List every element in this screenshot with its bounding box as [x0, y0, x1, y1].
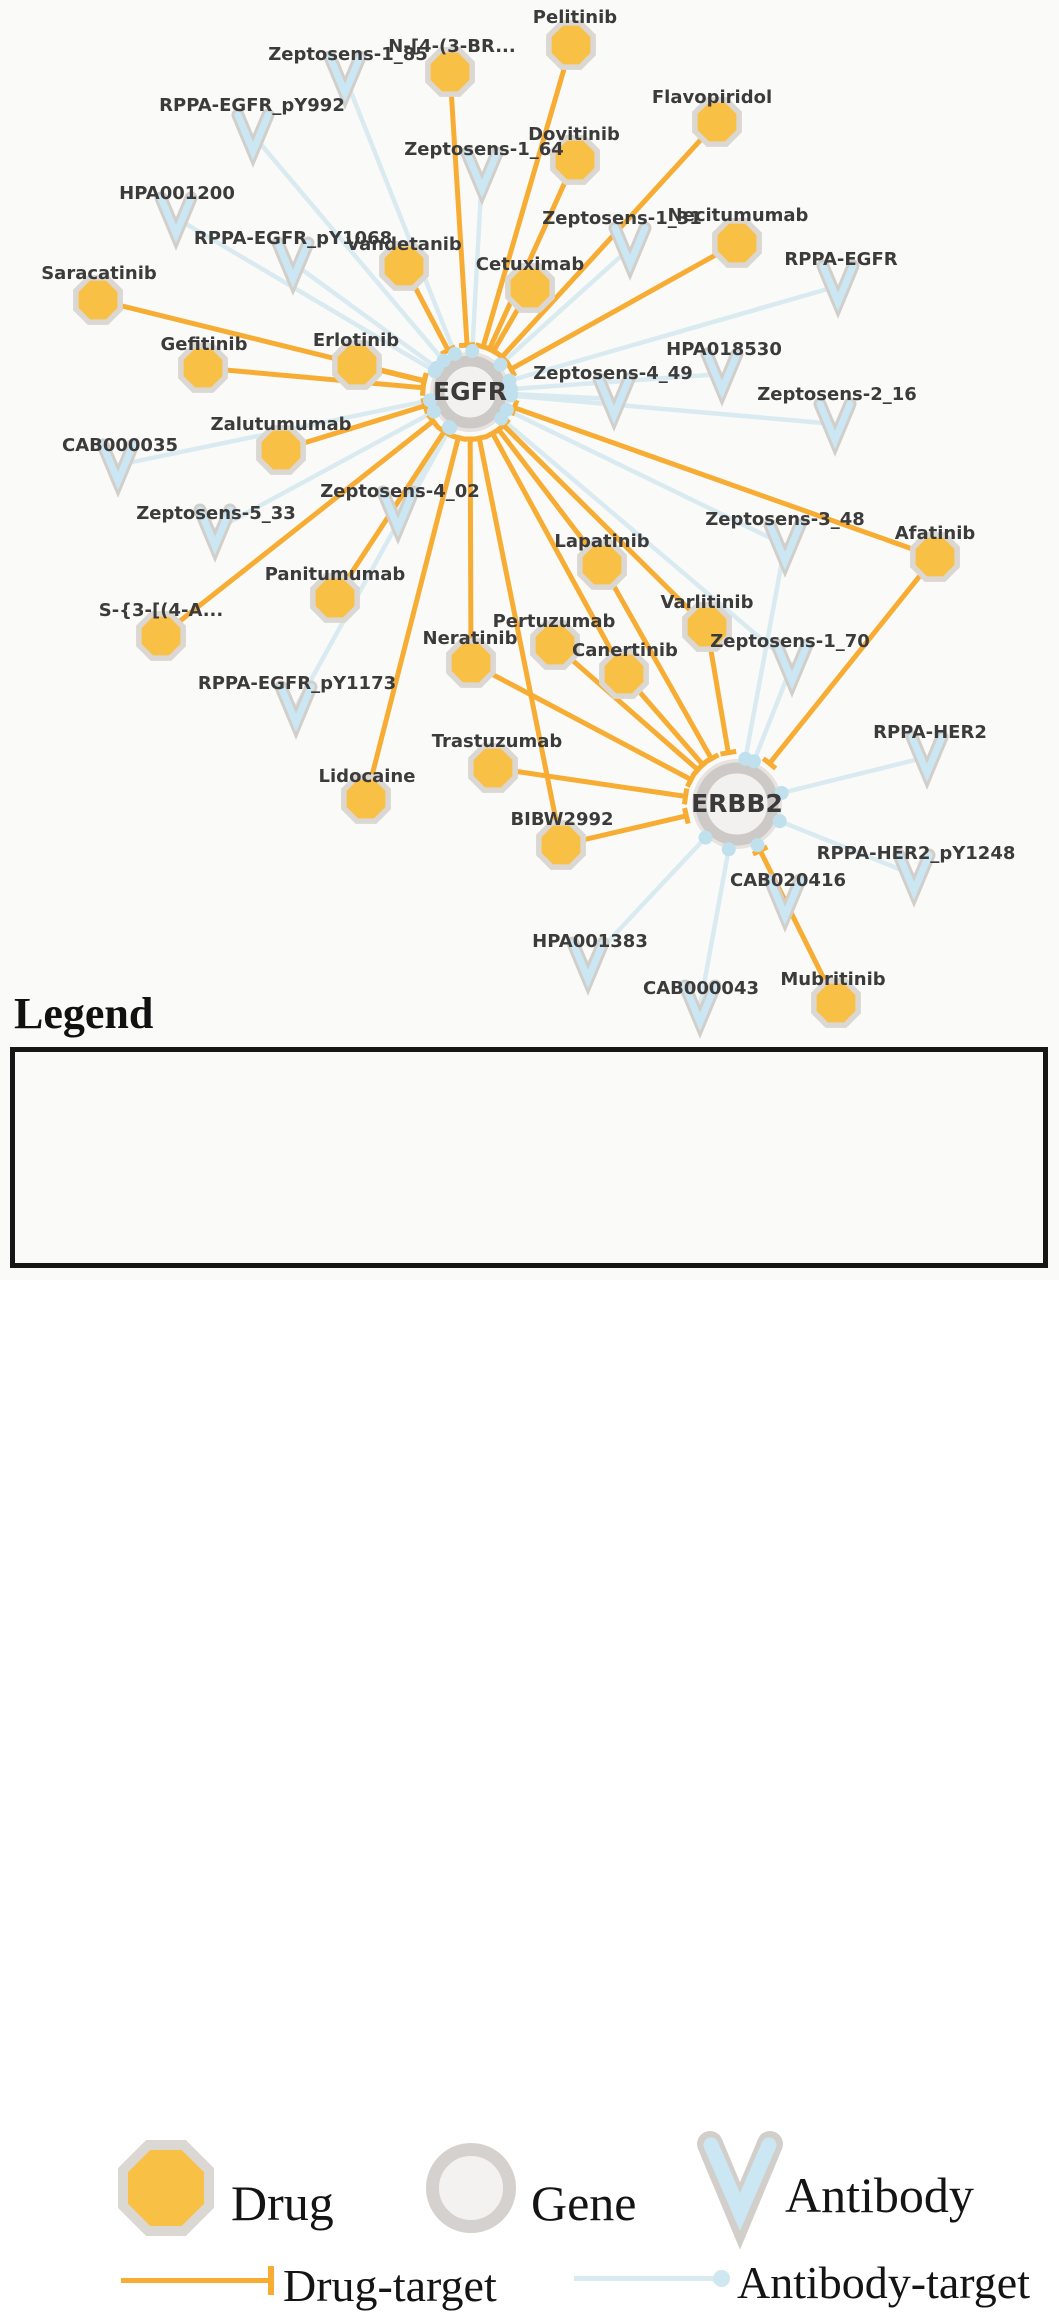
drug-target-tee-canertinib [486, 429, 500, 437]
drug-node-zalutumumab[interactable] [262, 431, 301, 470]
node-label-cab000035[interactable]: CAB000035 [62, 435, 178, 456]
node-label-afatinib[interactable]: Afatinib [895, 523, 976, 544]
legend-title: Legend [14, 988, 153, 1039]
node-label-rppa-egfr-py1173[interactable]: RPPA-EGFR_pY1173 [198, 673, 396, 694]
legend-antibody-target-dot [713, 2270, 730, 2287]
drug-node-saracatinib[interactable] [79, 281, 118, 320]
legend-drug-label: Drug [231, 2174, 334, 2232]
node-label-zeptosens-3-48[interactable]: Zeptosens-3_48 [705, 509, 865, 530]
node-label-gefitinib[interactable]: Gefitinib [161, 334, 248, 355]
gene-label-erbb2[interactable]: ERBB2 [691, 789, 783, 818]
node-label-zeptosens-4-02[interactable]: Zeptosens-4_02 [320, 481, 480, 502]
node-label-vandetanib[interactable]: Vandetanib [346, 234, 462, 255]
legend-gene-icon [426, 2143, 516, 2233]
drug-node-erlotinib[interactable] [338, 346, 377, 385]
drug-node-bibw2992[interactable] [542, 826, 581, 865]
drug-target-tee-bibw2992 [685, 808, 689, 824]
node-label-mubritinib[interactable]: Mubritinib [780, 969, 885, 990]
node-label-zeptosens-1-31[interactable]: Zeptosens-1_31 [542, 208, 702, 229]
node-label-rppa-egfr-py1068[interactable]: RPPA-EGFR_pY1068 [194, 228, 392, 249]
antibody-target-dot-rppa-egfr-py1068 [430, 361, 444, 375]
drug-node-flavopiridol[interactable] [698, 103, 737, 142]
node-label-rppa-her2-py1248[interactable]: RPPA-HER2_pY1248 [817, 843, 1016, 864]
drug-node-s-3-4-a[interactable] [142, 617, 181, 656]
antibody-target-dot-zeptosens-5-33 [427, 405, 441, 419]
antibody-target-dot-zeptosens-1-64 [465, 344, 479, 358]
node-label-n-4-3-br[interactable]: N-[4-(3-BR... [388, 36, 515, 57]
drug-target-tee-trastuzumab [684, 788, 686, 804]
node-label-hpa018530[interactable]: HPA018530 [666, 339, 782, 360]
node-label-dovitinib[interactable]: Dovitinib [528, 124, 620, 145]
antibody-target-dot-cab000043 [722, 842, 736, 856]
node-label-cetuximab[interactable]: Cetuximab [476, 254, 585, 275]
legend-box [10, 1047, 1048, 1268]
node-label-bibw2992[interactable]: BIBW2992 [510, 809, 613, 830]
drug-target-tee-varlitinib [720, 751, 736, 754]
legend-antibody-target-line [574, 2276, 717, 2281]
node-label-zeptosens-1-85[interactable]: Zeptosens-1_85 [268, 44, 428, 65]
drug-target-tee-bibw2992 [471, 437, 487, 440]
node-label-zeptosens-1-64[interactable]: Zeptosens-1_64 [404, 139, 564, 160]
node-label-lidocaine[interactable]: Lidocaine [319, 766, 416, 787]
antibody-target-dot-zeptosens-1-70 [494, 412, 508, 426]
node-label-zalutumumab[interactable]: Zalutumumab [211, 414, 352, 435]
legend-antibody-target-label: Antibody-target [737, 2256, 1030, 2309]
drug-target-edge-trastuzumab-erbb2 [493, 768, 686, 796]
antibody-target-dot-hpa001383 [699, 831, 713, 845]
node-label-neratinib[interactable]: Neratinib [423, 628, 518, 649]
antibody-target-dot-zeptosens-1-31 [493, 358, 507, 372]
legend-antibody-icon [698, 2130, 782, 2238]
node-label-s-3-4-a[interactable]: S-{3-[(4-A... [99, 600, 223, 621]
node-label-pertuzumab[interactable]: Pertuzumab [493, 611, 616, 632]
node-label-flavopiridol[interactable]: Flavopiridol [652, 87, 772, 108]
legend-drug-target-tee [268, 2266, 274, 2295]
node-label-pelitinib[interactable]: Pelitinib [533, 7, 617, 28]
node-label-lapatinib[interactable]: Lapatinib [554, 531, 649, 552]
node-label-panitumumab[interactable]: Panitumumab [265, 564, 406, 585]
legend-drug-icon [128, 2150, 204, 2226]
drug-node-n-4-3-br[interactable] [431, 53, 470, 92]
node-label-zeptosens-1-70[interactable]: Zeptosens-1_70 [710, 631, 870, 652]
node-label-canertinib[interactable]: Canertinib [572, 640, 678, 661]
antibody-target-edge-rppa-her2-erbb2 [783, 757, 927, 793]
drug-node-pelitinib[interactable] [552, 26, 591, 65]
node-label-necitumumab[interactable]: Necitumumab [668, 205, 809, 226]
node-label-rppa-her2[interactable]: RPPA-HER2 [873, 722, 987, 743]
drug-target-edge-n-4-3-br-egfr [450, 72, 467, 345]
legend-drug-target-label: Drug-target [283, 2259, 497, 2312]
antibody-target-dot-rppa-egfr-py1173 [443, 421, 457, 435]
drug-node-trastuzumab[interactable] [474, 749, 513, 788]
node-label-hpa001200[interactable]: HPA001200 [119, 183, 235, 204]
legend-drug-target-line [121, 2278, 270, 2283]
node-label-erlotinib[interactable]: Erlotinib [313, 330, 399, 351]
node-label-rppa-egfr-py992[interactable]: RPPA-EGFR_pY992 [159, 95, 345, 116]
drug-target-tee-cetuximab [487, 347, 501, 355]
antibody-target-dot-cab020416 [751, 838, 765, 852]
legend-antibody-label: Antibody [785, 2166, 974, 2224]
antibody-target-dot-zeptosens-1-70 [747, 754, 761, 768]
node-label-zeptosens-4-49[interactable]: Zeptosens-4_49 [533, 363, 693, 384]
node-label-trastuzumab[interactable]: Trastuzumab [432, 731, 563, 752]
node-label-cab000043[interactable]: CAB000043 [643, 978, 759, 999]
node-label-varlitinib[interactable]: Varlitinib [661, 592, 754, 613]
node-label-cab020416[interactable]: CAB020416 [730, 870, 846, 891]
node-label-rppa-egfr[interactable]: RPPA-EGFR [784, 249, 897, 270]
node-label-hpa001383[interactable]: HPA001383 [532, 931, 648, 952]
gene-label-egfr[interactable]: EGFR [433, 377, 507, 406]
node-label-zeptosens-5-33[interactable]: Zeptosens-5_33 [136, 503, 296, 524]
node-label-zeptosens-2-16[interactable]: Zeptosens-2_16 [757, 384, 917, 405]
antibody-node-rppa-egfr[interactable] [823, 266, 853, 302]
drug-node-necitumumab[interactable] [718, 224, 757, 263]
node-label-saracatinib[interactable]: Saracatinib [41, 263, 157, 284]
legend-gene-label: Gene [531, 2174, 637, 2232]
drug-node-neratinib[interactable] [452, 644, 491, 683]
